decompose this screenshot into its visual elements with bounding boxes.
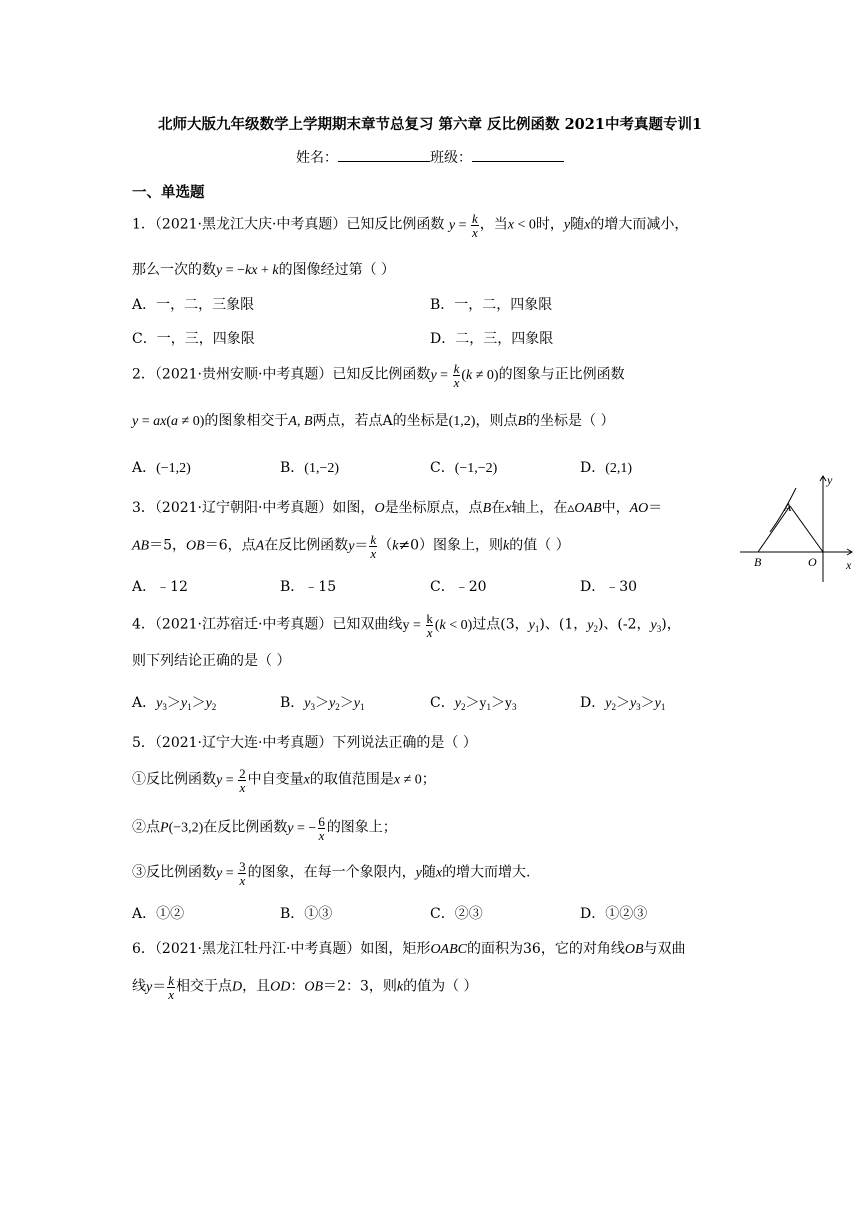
label-a: A (784, 500, 792, 514)
q1-formula: y = $\frac{k}{x}$ (448, 211, 478, 240)
q3-option-d[interactable]: D．﹣30 (580, 579, 638, 595)
q6-line2: 线y＝ $\frac{k}{x}$ 相交于点D，且OD：OB＝2：3，则k的值为（ ） (132, 973, 478, 1002)
q2-option-d[interactable]: D．(2,1) (580, 460, 633, 476)
class-label: 班级： (430, 150, 472, 166)
q5-option-b[interactable]: B．①③ (280, 906, 333, 922)
q4-option-a[interactable]: A．$y_3>y_1>y_2$ (132, 695, 217, 712)
q2-option-a[interactable]: A．(−1,2) (132, 460, 191, 476)
q5-option-c[interactable]: C．②③ (430, 906, 483, 922)
name-class-row (0, 147, 860, 167)
segment-ao (790, 506, 823, 552)
q4-option-d[interactable]: D．$y_2>y_3>y_1$ (580, 695, 666, 712)
q2-option-c[interactable]: C．(−1,−2) (430, 460, 498, 476)
label-x: x (846, 558, 852, 572)
name-label: 姓名： (296, 150, 338, 166)
q1-option-d[interactable]: D．二，三，四象限 (430, 331, 554, 347)
q1-option-a[interactable]: A．一，二，三象限 (132, 297, 255, 313)
name-blank[interactable] (338, 149, 430, 162)
q2-line2: y = ax(a ≠ 0)的图象相交于A, B两点，若点A的坐标是(1,2)，则点B的坐标是（ ） (132, 413, 615, 429)
section-title: 一、单选题 (132, 184, 205, 201)
label-o: O (808, 555, 817, 569)
q1-option-b[interactable]: B．一，二，四象限 (430, 297, 553, 313)
q1-line2: 那么一次的数y = −kx + k的图像经过第（ ） (132, 262, 396, 278)
q4-option-b[interactable]: B．$y_3>y_2>y_1$ (280, 695, 365, 712)
q4-option-c[interactable]: C．$y_2>y_1>y_3$ (430, 695, 517, 712)
label-y: y (827, 473, 833, 487)
q3-line1: 3．（2021·辽宁朝阳·中考真题）如图，O是坐标原点，点B在x轴上，在▵OAB中，AO＝ (132, 500, 663, 516)
document-title: 北师大版九年级数学上学期期末章节总复习 第六章 反比例函数 2021中考真题专训1 (157, 116, 703, 133)
q5-statement3: ③反比例函数y = $\frac{3}{x}$ 的图象，在每一个象限内，y随x的增大而增大. (132, 859, 531, 888)
q2-option-b[interactable]: B．(1,−2) (280, 460, 340, 476)
q6-line1: 6．（2021·黑龙江牡丹江·中考真题）如图，矩形OABC的面积为36，它的对角线OB与双曲 (132, 941, 686, 957)
hyperbola-curve (770, 488, 796, 532)
q3-option-b[interactable]: B．﹣15 (280, 579, 337, 595)
q2-line1: 2．（2021·贵州安顺·中考真题）已知反比例函数y = $\frac{k}{x}$ (k ≠ 0)的图象与正比例函数 (132, 361, 625, 390)
q1-option-c[interactable]: C．一，三，四象限 (132, 331, 255, 347)
q3-option-c[interactable]: C．﹣20 (430, 579, 487, 595)
q5-statement1: ①反比例函数y = $\frac{2}{x}$ 中自变量x的取值范围是x ≠ 0； (132, 766, 436, 795)
q3-option-a[interactable]: A．﹣12 (132, 579, 188, 595)
label-b: B (754, 555, 762, 569)
q5-line1: 5．（2021·辽宁大连·中考真题）下列说法正确的是（ ） (132, 735, 477, 751)
q3-figure (738, 472, 858, 584)
q5-statement2: ②点P(−3,2)在反比例函数y = − $\frac{6}{x}$ 的图象上； (132, 814, 397, 843)
q3-line2: AB＝5，OB＝6，点A在反比例函数y＝ $\frac{k}{x}$ （k≠0）图象上，则k的值（ ） (132, 532, 570, 561)
q4-line2: 则下列结论正确的是（ ） (132, 653, 291, 669)
q1-line1: 1．（2021·黑龙江大庆·中考真题）已知反比例函数 y = $\frac{k}{x}$ ，当x < 0时，y随x的增大而减小， (132, 211, 689, 240)
q5-option-a[interactable]: A．①② (132, 906, 185, 922)
q5-option-d[interactable]: D．①②③ (580, 906, 648, 922)
q4-line1: 4．（2021·江苏宿迁·中考真题）已知双曲线y = $\frac{k}{x}$ (k < 0)过点(3，$y_1$)、(1，$y_2$)、(-2，$y_3$)， (132, 611, 681, 640)
class-blank[interactable] (472, 149, 564, 162)
